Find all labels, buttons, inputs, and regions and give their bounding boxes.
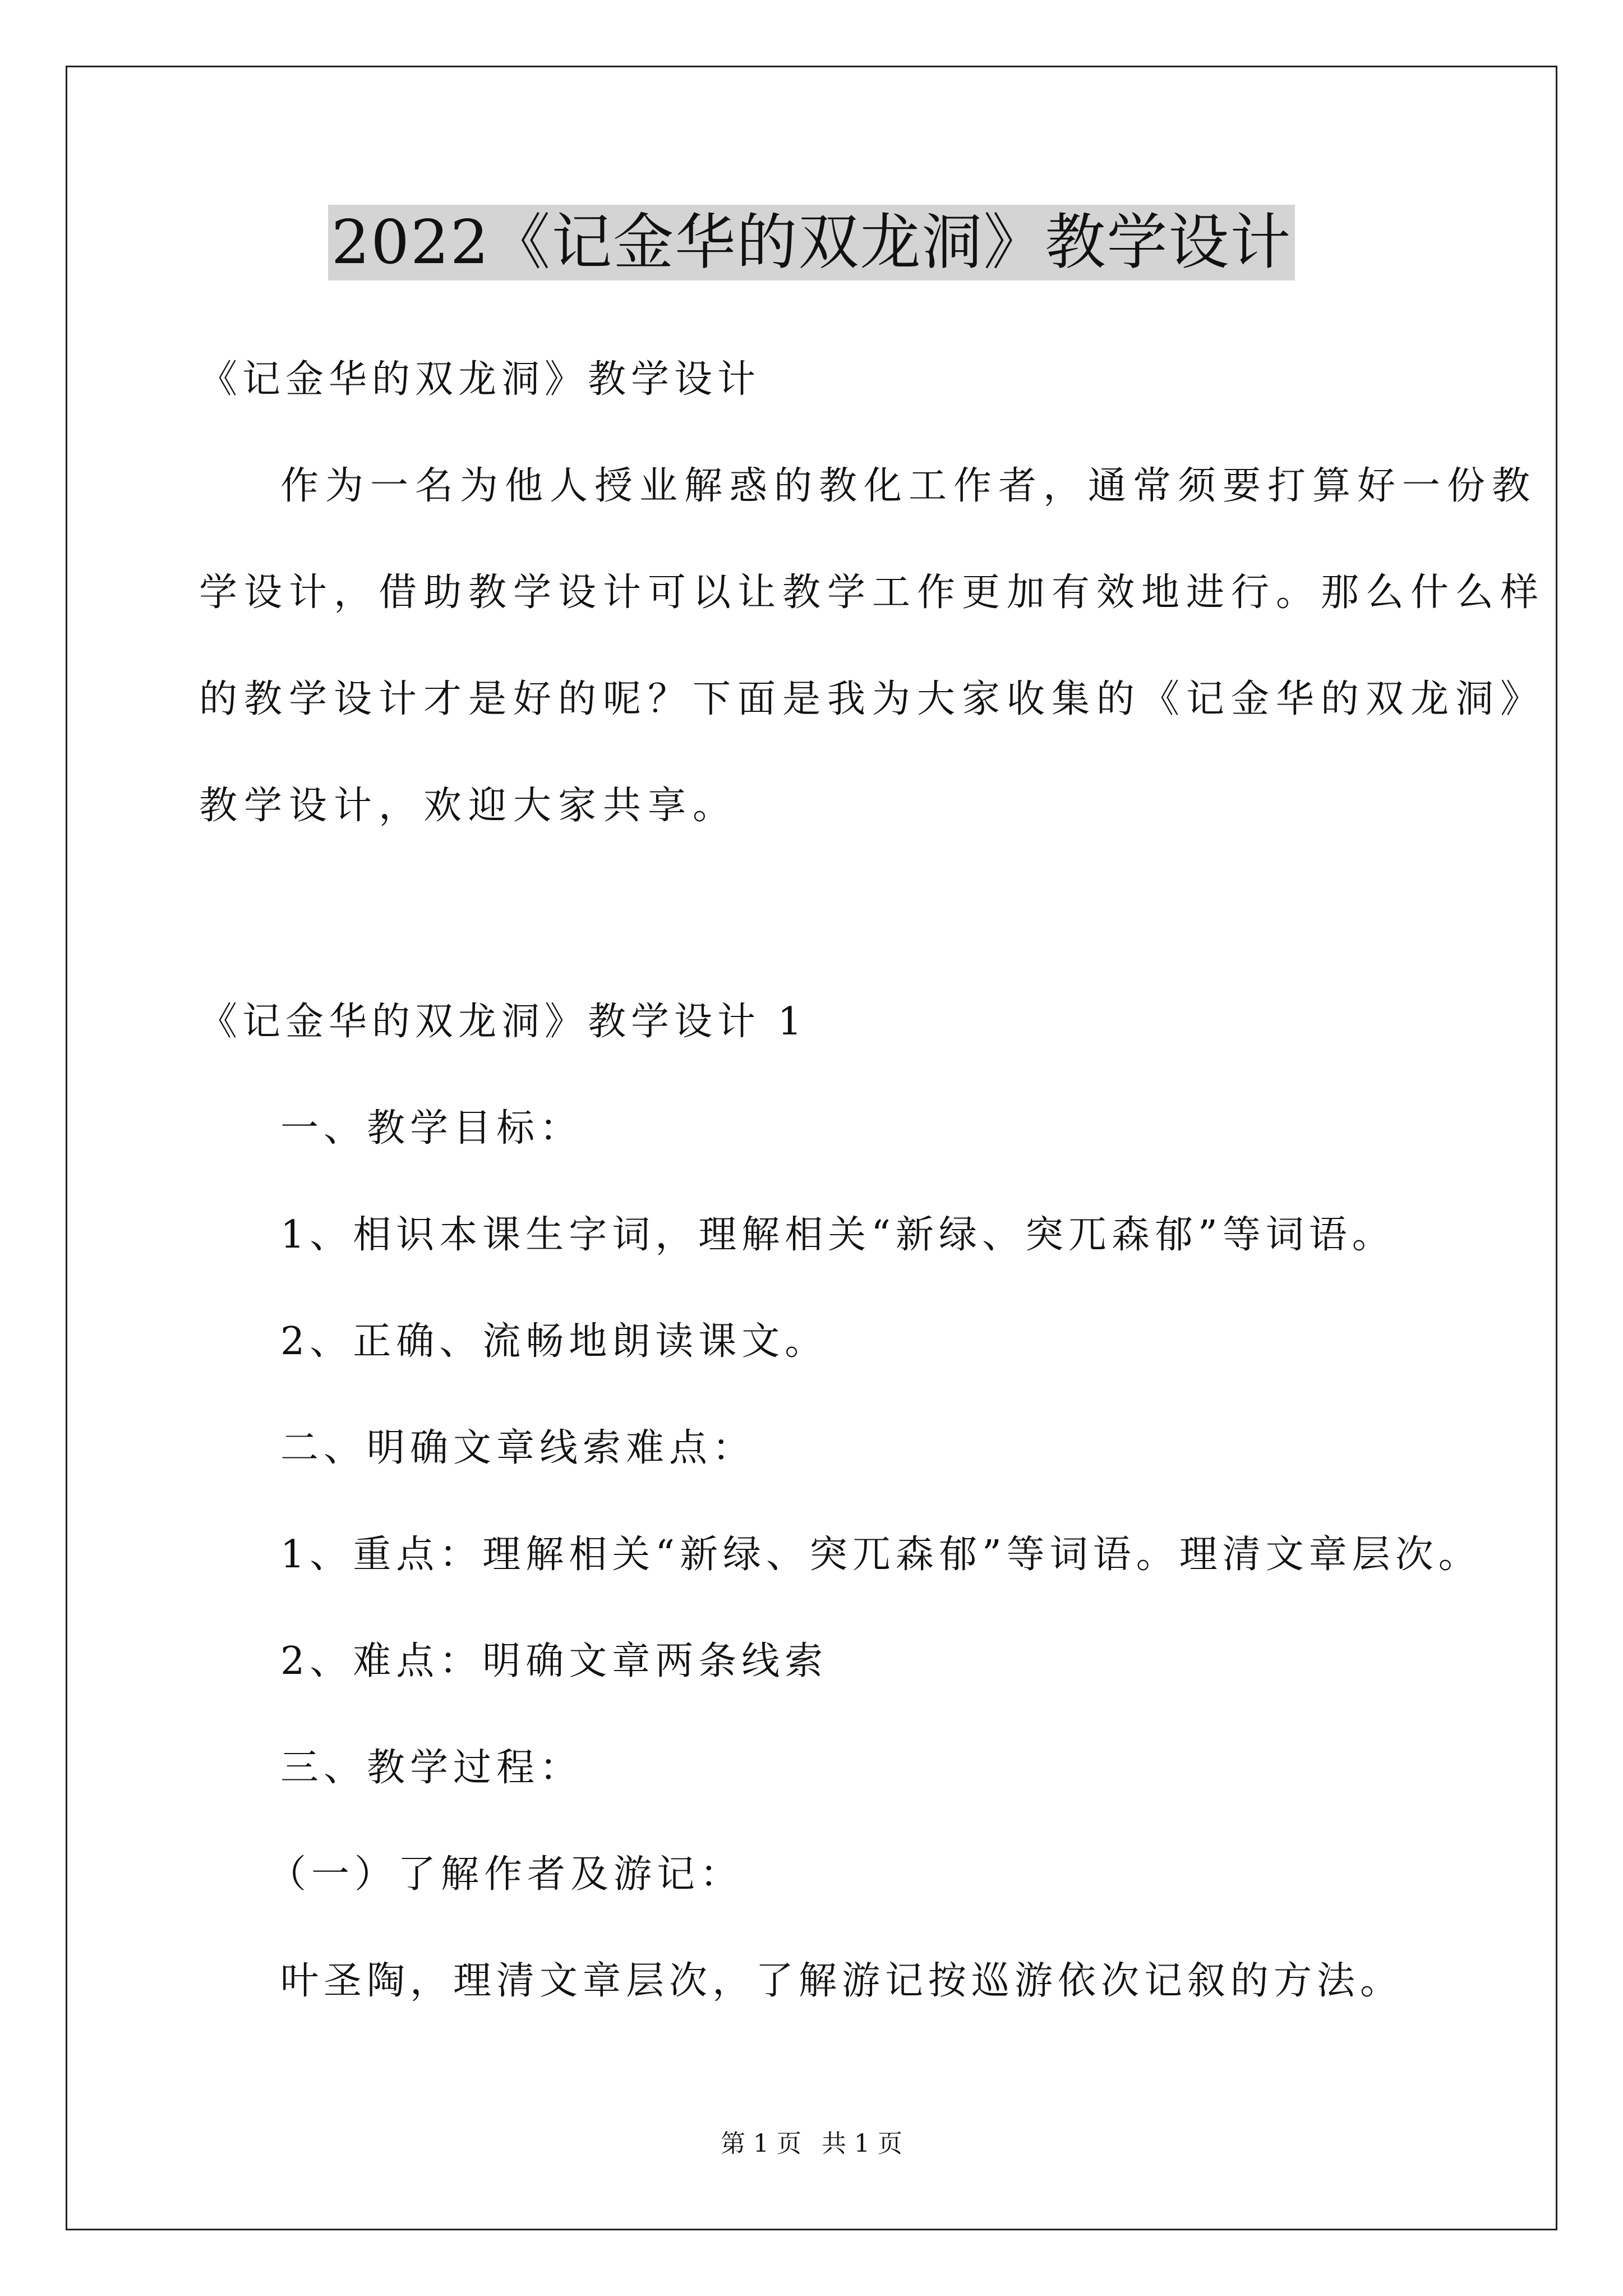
document-title: 2022《记金华的双龙洞》教学设计 xyxy=(328,205,1295,280)
list-item: 2、难点：明确文章两条线索 xyxy=(280,1639,828,1683)
list-item: 1、相识本课生字词，理解相关“新绿、突兀森郁”等词语。 xyxy=(280,1213,1395,1257)
title-wrap xyxy=(0,205,1623,280)
section-heading-design-1: 《记金华的双龙洞》教学设计 1 xyxy=(199,1000,807,1044)
paragraph-line: 的教学设计才是好的呢？下面是我为大家收集的《记金华的双龙洞》 xyxy=(199,677,1546,721)
paragraph-line: 作为一名为他人授业解惑的教化工作者，通常须要打算好一份教 xyxy=(280,464,1537,508)
list-item: 2、正确、流畅地朗读课文。 xyxy=(280,1319,828,1364)
paragraph-line: 学设计，借助教学设计可以让教学工作更加有效地进行。那么什么样 xyxy=(199,570,1546,615)
page-footer xyxy=(0,2127,1623,2161)
item-heading: 三、教学过程： xyxy=(280,1746,583,1790)
page-number: 第 1 页 xyxy=(721,2129,801,2158)
list-item: 叶圣陶，理清文章层次，了解游记按巡游依次记叙的方法。 xyxy=(280,1959,1404,2003)
page-total: 共 1 页 xyxy=(822,2129,902,2158)
list-item: 1、重点：理解相关“新绿、突兀森郁”等词语。理清文章层次。 xyxy=(280,1533,1482,1577)
paragraph-line: 教学设计，欢迎大家共享。 xyxy=(199,784,738,828)
sub-heading: （一）了解作者及游记： xyxy=(268,1852,744,1897)
item-heading: 一、教学目标： xyxy=(280,1106,583,1151)
item-heading: 二、明确文章线索难点： xyxy=(280,1426,756,1470)
section-heading-intro: 《记金华的双龙洞》教学设计 xyxy=(199,357,761,402)
